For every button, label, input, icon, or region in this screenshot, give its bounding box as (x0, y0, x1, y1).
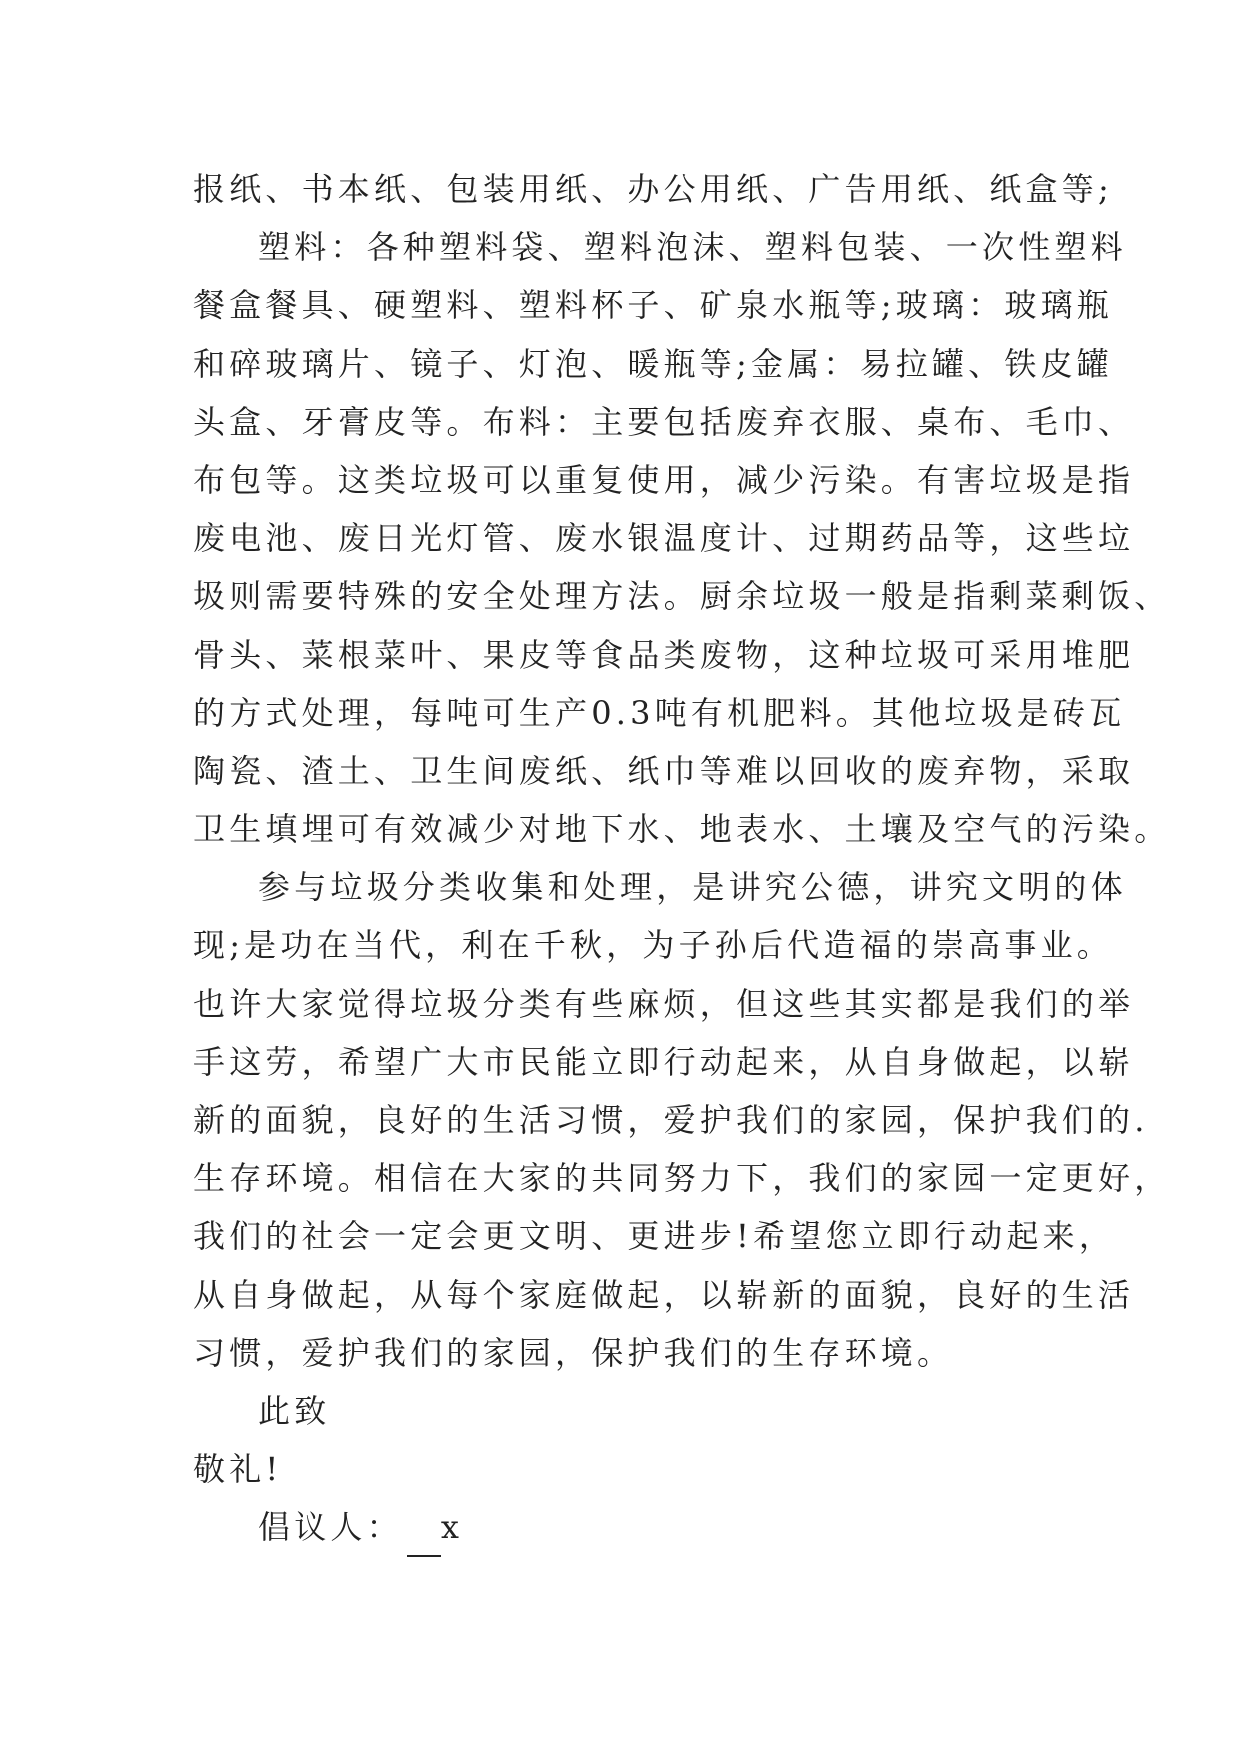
text-line: 的方式处理，每吨可生产0.3吨有机肥料。其他垃圾是砖瓦 (193, 693, 1126, 732)
closing-regards: 敬礼! (193, 1450, 283, 1489)
text-line: 报纸、书本纸、包装用纸、办公用纸、广告用纸、纸盒等; (193, 170, 1113, 208)
text-line: 手这劳，希望广大市民能立即行动起来，从自身做起，以崭 (193, 1042, 1135, 1081)
document-body (193, 160, 1171, 1557)
text-line: 圾则需要特殊的安全处理方法。厨余垃圾一般是指剩菜剩饭、 (193, 577, 1171, 616)
text-line: 餐盒餐具、硬塑料、塑料杯子、矿泉水瓶等;玻璃：玻璃瓶 (193, 286, 1113, 325)
text-line: 现;是功在当代，利在千秋，为子孙后代造福的崇高事业。 (193, 926, 1113, 965)
paragraph-start-line: 参与垃圾分类收集和处理，是讲究公德，讲究文明的体 (258, 868, 1127, 907)
signature-blank (407, 1515, 441, 1557)
text-line: 我们的社会一定会更文明、更进步!希望您立即行动起来， (193, 1217, 1116, 1256)
text-line: 卫生填埋可有效减少对地下水、地表水、土壤及空气的污染。 (193, 810, 1171, 849)
text-line: 布包等。这类垃圾可以重复使用，减少污染。有害垃圾是指 (193, 460, 1135, 499)
text-line: 陶瓷、渣土、卫生间废纸、纸巾等难以回收的废弃物，采取 (193, 751, 1135, 790)
text-line: 废电池、废日光灯管、废水银温度计、过期药品等，这些垃 (193, 519, 1135, 558)
signature-value: x (440, 1508, 464, 1547)
text-line: 生存环境。相信在大家的共同努力下，我们的家园一定更好， (193, 1159, 1171, 1198)
text-line: 从自身做起，从每个家庭做起，以崭新的面貌，良好的生活 (193, 1275, 1135, 1314)
text-line: 新的面貌，良好的生活习惯，爱护我们的家园，保护我们的. (193, 1101, 1149, 1139)
paragraph-start-line: 塑料：各种塑料袋、塑料泡沫、塑料包装、一次性塑料 (258, 228, 1127, 267)
text-line: 头盒、牙膏皮等。布料：主要包括废弃衣服、桌布、毛巾、 (193, 402, 1135, 441)
text-line: 也许大家觉得垃圾分类有些麻烦，但这些其实都是我们的举 (193, 984, 1135, 1023)
signature-line (193, 1498, 1073, 1556)
text-line: 习惯，爱护我们的家园，保护我们的生存环境。 (193, 1333, 954, 1372)
signature-label: 倡议人： (258, 1508, 403, 1547)
text-line: 骨头、菜根菜叶、果皮等食品类废物，这种垃圾可采用堆肥 (193, 635, 1135, 674)
text-line: 和碎玻璃片、镜子、灯泡、暖瓶等;金属：易拉罐、铁皮罐 (193, 344, 1113, 383)
closing-salutation: 此致 (258, 1391, 331, 1430)
